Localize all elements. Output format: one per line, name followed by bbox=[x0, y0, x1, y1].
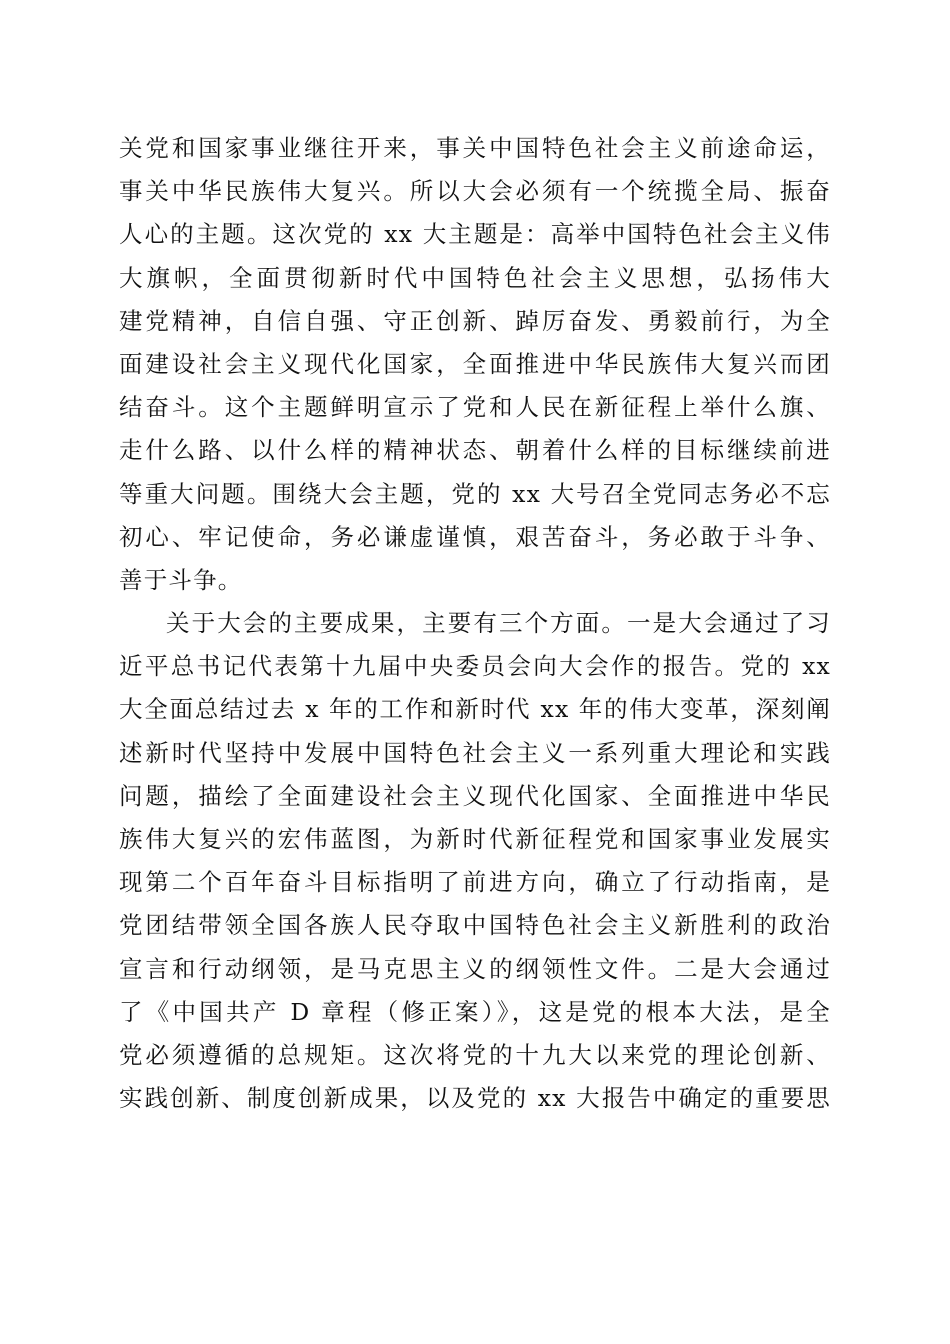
text-line: 现第二个百年奋斗目标指明了前进方向，确立了行动指南，是 bbox=[119, 868, 831, 897]
paragraph-1 bbox=[119, 127, 831, 602]
text-line: 善于斗争。 bbox=[119, 565, 243, 594]
text-line: 事关中华民族伟大复兴。所以大会必须有一个统揽全局、振奋 bbox=[119, 177, 831, 206]
text-line: 党团结带领全国各族人民夺取中国特色社会主义新胜利的政治 bbox=[119, 911, 831, 940]
text-line: 大旗帜，全面贯彻新时代中国特色社会主义思想，弘扬伟大 bbox=[119, 263, 831, 292]
text-line: 等重大问题。围绕大会主题，党的 xx 大号召全党同志务必不忘 bbox=[119, 479, 831, 508]
text-line: 了《中国共产 D 章程（修正案）》，这是党的根本大法，是全 bbox=[119, 997, 831, 1026]
text-line: 走什么路、以什么样的精神状态、朝着什么样的目标继续前进 bbox=[119, 436, 831, 465]
text-line: 实践创新、制度创新成果，以及党的 xx 大报告中确定的重要思 bbox=[119, 1084, 831, 1113]
text-line: 问题，描绘了全面建设社会主义现代化国家、全面推进中华民 bbox=[119, 781, 831, 810]
text-line: 党必须遵循的总规矩。这次将党的十九大以来党的理论创新、 bbox=[119, 1040, 831, 1069]
text-line: 人心的主题。这次党的 xx 大主题是：高举中国特色社会主义伟 bbox=[119, 220, 831, 249]
paragraph-2 bbox=[119, 602, 831, 1120]
text-line: 大全面总结过去 x 年的工作和新时代 xx 年的伟大变革，深刻阐 bbox=[119, 695, 831, 724]
text-line: 述新时代坚持中发展中国特色社会主义一系列重大理论和实践 bbox=[119, 738, 831, 767]
text-line: 面建设社会主义现代化国家，全面推进中华民族伟大复兴而团 bbox=[119, 349, 831, 378]
text-line: 关于大会的主要成果，主要有三个方面。一是大会通过了习 bbox=[166, 609, 831, 638]
text-line: 初心、牢记使命，务必谦虚谨慎，艰苦奋斗，务必敢于斗争、 bbox=[119, 522, 831, 551]
document-body bbox=[119, 127, 831, 1120]
text-line: 建党精神，自信自强、守正创新、踔厉奋发、勇毅前行，为全 bbox=[119, 306, 831, 335]
text-line: 关党和国家事业继往开来，事关中国特色社会主义前途命运， bbox=[119, 134, 831, 162]
text-line: 结奋斗。这个主题鲜明宣示了党和人民在新征程上举什么旗、 bbox=[119, 393, 831, 422]
text-line: 近平总书记代表第十九届中央委员会向大会作的报告。党的 xx bbox=[119, 652, 831, 681]
text-line: 宣言和行动纲领，是马克思主义的纲领性文件。二是大会通过 bbox=[119, 954, 831, 983]
text-line: 族伟大复兴的宏伟蓝图，为新时代新征程党和国家事业发展实 bbox=[119, 825, 831, 853]
